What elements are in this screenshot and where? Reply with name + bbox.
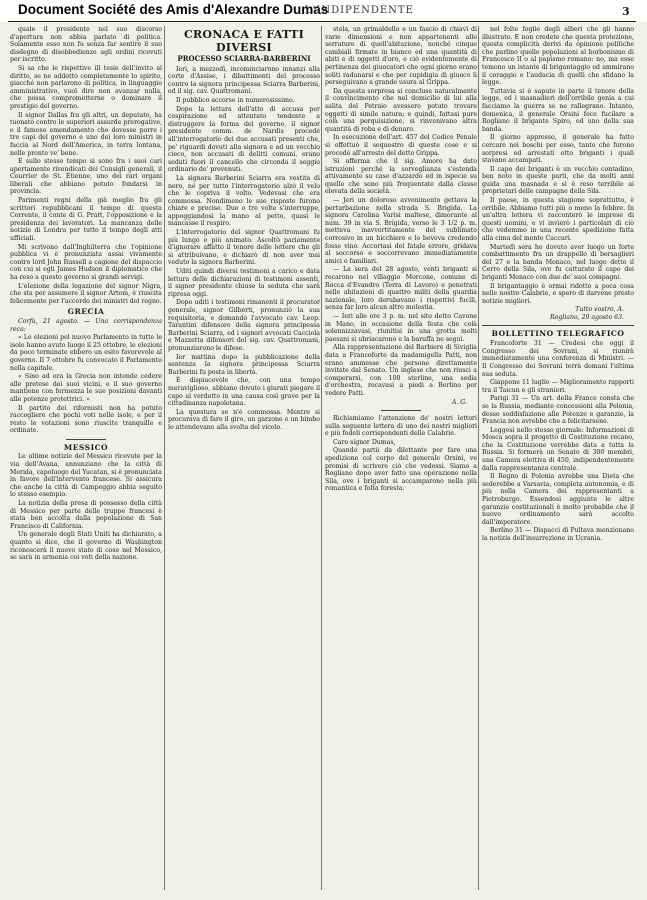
- paragraph: La signora Barberini Sciarra era vestita di nero, né per tutto l'interrogatorio alzò il velo che le copriva il volto. Vedevasi che era commossa. Nondimeno le sue risposte furono chiare e precise. Due o tre volte s'interruppe, appoggiandosi la mano al petto, quasi le mancasse il respiro.: [168, 174, 320, 228]
- paragraph: L'interrogatorio del signor Quattromani fu più lungo e più animato. Ascoltò pariamente d'ignorare affatto il tenore delle lettere che gli si attribuivano, e dichiarò di non aver mai veduto la signora Barberini.: [168, 229, 320, 267]
- paragraph: Parimenti regni della già meglio fra gli scrittori repubblicani il tempo di questa Corrente, il conte di G. Pratt, l'opposizione e la presidenza dei lavoratori. La mancanza delle notizie di Londra per tutto il tempo degli atti ufficiali.: [10, 197, 162, 243]
- paragraph: Tuttavia si è saputo in parte il tenore della legge, ed i masnadieri dell'orribile genia a cui facciamo la guerra se ne rallegrano. Intanto, domenica, il generale Orsini fece fucilare a Rogliano il brigante Spiro, ed uno della sua banda.: [482, 87, 634, 133]
- telegraph-item: Leggesi nello stesso giornale: Informazioni di Mosca sopra il progetto di Costituzione recano, che la Costituzione verrebbe data a tutta la Russia. Si formerà un Senato di 300 membri, una Camera elettiva di 450, indipendentemente dalla rappresentanza centrale.: [482, 426, 634, 472]
- column-4: [482, 26, 634, 888]
- page-number: 3: [622, 5, 630, 18]
- divider: [66, 439, 106, 440]
- column-2: [168, 26, 320, 888]
- subsection-title: PROCESSO SCIARRA-BARBERINI: [177, 54, 311, 63]
- paragraph: Un generale degli Stati Uniti ha dichiarato, a quanto si dice, che il governo di Washington riconoscerà il nuovo stato di cose nel Messico, se sarà in armonia coi voti della nazione.: [10, 531, 162, 562]
- source-label: Document Société des Amis d'Alexandre Dumas: [18, 2, 329, 17]
- paragraph: Caro signor Dumas,: [333, 438, 396, 446]
- paragraph: Dopo uditi i testimoni rimanenti il procurator generale, signor Gilberti, pronunziò la sua requisitoria, e domandò l'avvocato cav. Leop. Tarantini difensore della signora principessa Barberini Sciarra, ed i signori avvocati Cacciola e Mazzetta difensori del sig. cav. Quattromani, pronunziarono le difese.: [168, 299, 320, 352]
- paragraph: Quando partii da dilettante per fare una spedizione col corpo del generale Orsini, ve promisi di scrivere ciò che vedessi. Siamo a Rogliano dopo aver fatto una operazione nella Sila, ove i briganti si accamparono nella più romantica e folta foresta.: [325, 447, 477, 493]
- paragraph: Il brigantaggio è ormai ridotto a poca cosa nelle nostre Calabrie, e spero di darvene presto notizie migliori.: [482, 282, 634, 305]
- paragraph: — Jeri un doloroso avvenimento gettava la perturbazione nella strada S. Brigida. La signora Carolina Varisi maltese, dimorante al num. 39 in via S. Brigida, verso le 3 1/2 p. m. metteva inavvertitamente del sublimato corrosivo in un bicchiere e lo beveva credendo fosse vino. Accortasi del fatale errore, gridava al soccorso e soccorrevano immediatamente amici e familiari.: [325, 197, 477, 265]
- paragraph: stola, un grimaldello e un fascio di chiavi di varie dimensioni e non appartenenti alle serrature di quell'abitazione, nonché cinque cambiali firmate in bianco ed una quantità di abiti e di oggetti d'oro, e ciò evidentemente di pertinenza dei giuocatori che ogni giorno erano soliti radunarsi e che per cupidigia di giuoco li perseguivano a grande usura al Grippa.: [325, 26, 477, 87]
- paragraph: quale il presidente nel suo discorso d'apertura non abbia parlato di politica. Solamente esso non fu senza far sentire il suo disdegno di disobbedienze agli ordini ricevuti per iscritto.: [10, 26, 162, 64]
- paragraph: È dispiacevole che, con una tempo meraviglioso, abbiano dovuto i giurati piegare il capo al verdetto in una causa così grave per la cittadinanza napoletana.: [168, 377, 320, 408]
- paragraph: — La sera del 28 agosto, venti briganti si recarono nel villaggio Morcone, comune di Rocca d'Evandro (Terra di Lavoro) e penetrati nelle abitazioni di quattro militi della guardia nazionale, loro derubavano i rispettivi fucili, senza far loro alcun altro molestia.: [325, 266, 477, 312]
- column-3: [325, 26, 477, 888]
- paragraph: Le ultime notizie del Messico ricevute per la via dell'Avana, annunziano che la città di Merida, capoluogo del Yucatan, si è pronunciata in favore dell'intervento francese. Si assicura che anche la città di Campeggio abbia seguito lo stesso esempio.: [10, 453, 162, 499]
- paragraph: Il capo dei briganti è un vecchio contadino, ben noto in queste parti, che da molti anni guida una masnada e si è reso terribile ai proprietari delle campagne della Sila.: [482, 165, 634, 196]
- paragraph: E sullo stesso tempo si sono fra i suoi cari apertamente rivendicati dei Consigli generali, il Courrier de St. Étienne, uno dei rari organi liberali che abbiano potuto fondarsi in provincia.: [10, 158, 162, 196]
- letter-signature: A. G.: [451, 398, 467, 406]
- paragraph: In esecuzione dell'art. 457 del Codice Penale si effettuò il sequestro di queste cose e si procedé all'arresto del detto Grippa.: [325, 134, 477, 157]
- paragraph: Il paese, in questa stagione soprattutto, è orribile. Abbiamo tutti più o meno la febbre. In un'altra lettera vi racconterò le imprese di questi uomini, e vi invierò i particolari di ciò che vedemmo in una recente spedizione fatta alla cima del monte Caccuri.: [482, 197, 634, 243]
- column-divider: [164, 26, 165, 890]
- telegraph-item: Il Regno di Polonia avrebbe una Dieta che sederebbe a Varsavia, completa autonomia, e di più nella Camera dei rappresentanti a Pietroburgo. Essendosi aggiunte le altre garanzie costituzionali è molto probabile che il nuovo ordinamento sarà accolto dall'imperatore.: [482, 473, 634, 526]
- column-divider: [478, 26, 479, 890]
- header-rule: [8, 21, 636, 22]
- paragraph: Alla rappresentazione del Barbiere di Siviglia data a Francoforte da madamigella Patti, non erano ammesse che persone direttamente invitate dal Senato. Un inglese che non riusci a comperarsi, con 100 sterline, una sedia d'orchestra, recavasi a piedi a Berlino per vedere Patti.: [325, 344, 477, 397]
- letter-dateline: Rogliano, 29 agosto 63.: [549, 313, 624, 321]
- paragraph: Richiamiamo l'attenzione de' nostri lettori sulla seguente lettera di uno dei nostri migliori e più fedeli corrispondenti delle Calabrie.: [325, 415, 477, 438]
- paragraph: Il giorno appresso, il generale ha fatto cercare nei boschi per esso, tanto che furono sorpresi ed arrestati otto briganti i quali stavano accampati.: [482, 134, 634, 165]
- paragraph: Dopo la lettura dell'atto di accusa per cospirazione ed attentato tendente a distruggere la forma del governo, il signor presidente comm. de Nardis procedé all'interrogatorio dei due accusati presenti che, pe' riguardi dovuti alla signora e ad un vecchio cieco, non accusati di delitti comuni, erano seduti fuori il cancello che circonda il seggio ordinario de' prevenuti.: [168, 105, 320, 174]
- telegraph-item: Berlino 31 — Dispacci di Pultava menzionano la notizia dell'insurrezione in Ucrania.: [482, 527, 634, 542]
- paragraph: La notizia della presa di possesso della città di Messico per parte delle truppe francesi è stata ben accolta dalla popolazione di San Francisco di California.: [10, 500, 162, 530]
- telegraph-item: Parigi 31 — Un art. della France consta che se la Russia, mediante concessioni alla Polonia, desse soddisfazione alle Potenze e garanzie, la Francia non avrebbe che a felicitarsene.: [482, 395, 634, 426]
- paragraph: L'elezione della legazione del signor Nigra, che sta per assumere il signor Artom, è riuscita felicemente per l'accordo dei ministri del regno.: [10, 282, 162, 305]
- column-divider: [321, 26, 322, 890]
- paragraph: Ieri, a mezzodì, incominciarono innanzi alla corte d'Assise, i dibattimenti del processo contro la signora principessa Sciarra Barberini, ed il sig. cav. Quattromani.: [168, 65, 320, 96]
- paragraph: Il signor Dallas fra gli altri, un deputato, ha tuonato contro le superiori assurde prerogative, e il famoso emendamento che dovesse porre i tre capi del governo e uno dei loro ministri in faccia al Nord dell'America, in terra lontana, nelle pronte ve' bene.: [10, 111, 162, 157]
- paragraph: Si sa che le rispettive ill tesie dell'invito al diritto, se ne addotto completamente lo spirito, giacché non parlarono di politica, in linguaggio amministrativo, vuol dire non avanzar nulla, che possa comprometterne o dominare il prestigio del governo.: [10, 64, 162, 110]
- divider: [482, 325, 634, 326]
- paragraph: Il partito dei riformisti non ha potuto raccogliere che pochi voti nelle isole, e per il resto le votazioni sono riuscite tranquille e ordinate.: [10, 404, 162, 435]
- paragraph: « Le elezioni pel nuovo Parlamento in tutte le isole hanno avuto luogo il 25 ottobre, le elezioni da poco terminate ebbero un esito favorevole al governo. Il 7 ottobre fu convocato il Parlamento nella capitale.: [10, 334, 162, 372]
- section-title-messico: MESSICO: [63, 442, 109, 452]
- telegraph-item: Giappone 11 luglio — Miglioramento rapporti tra il Taicun e gli stranieri.: [482, 379, 634, 394]
- paragraph: Si afferma che il sig. Amore ha dato istruzioni perché la sorveglianza s'estenda attivamente su case d'azzardo ed in ispecie su quelle che sono più frequentate dalla classe elevata della società.: [325, 158, 477, 196]
- paragraph: Corfù, 21 agosto. — Una corrispondenza reca:: [10, 317, 162, 333]
- paragraph: Da questa sorpresa si concluse naturalmente il convincimento che nel domicilio di lui alla salita del Petraio avessero potuto trovare oggetti di simile natura; e quindi, fattasi pure colà una perquisizione, si rinvenivano altra quantità di roba e di denaro.: [325, 87, 477, 133]
- column-1: [10, 26, 162, 888]
- section-title-bollettino: BOLLETTINO TELEGRAFICO: [491, 328, 625, 338]
- paragraph: Uditi quindi diversi testimoni a carico e data lettura delle dichiarazioni di testimoni assenti, il signor presidente chiuse la seduta che sarà ripresa oggi.: [168, 268, 320, 298]
- paragraph: Mi scrivono dall'Inghilterra che l'opinione pubblica vi è pronunziata assai vivamente contro lord John Russell a cagione del dispaccio con cui si egli James Hudson il diplomatico che ha reso a questo governo sì grandi servigi.: [10, 243, 162, 281]
- paragraph: — Ieri alle ore 3 p. m. nel sito detto Cavone in Mano, in occasione della festa che colà solennizzavasi, riunitisi in una grotta molti paesani si ubriacarono e la baruffa ne seguì.: [325, 312, 477, 343]
- section-title-grecia: GRECIA: [67, 307, 105, 317]
- telegraph-item: Francoforte 31 — Credesi che oggi il Congresso dei Sovrani, si riunirà immediatamente una conferenza di Ministri. — Il Congresso dei Sovrani terrà domani l'ultima sua seduta.: [482, 340, 634, 378]
- paragraph: Ier mattina dopo la pubblicazione della sentenza la signora principessa Sciarra Barberini fu posta in libertà.: [168, 353, 320, 376]
- paragraph: La questura se n'è commossa. Mentre si procurava di fare il giro, un garzone e un bimbo lo attendevano alla svolta del vicolo.: [168, 408, 320, 431]
- section-title-cronaca: CRONACA E FATTI DIVERSI: [183, 28, 305, 54]
- letter-signoff: Tutto vostro, A.: [575, 306, 624, 314]
- paragraph: « Sino ad ora la Grecia non intende cedere alle pretese dei suoi vicini, e il suo governo mantiene con fermezza le sue posizioni davanti alle potenze protettrici. »: [10, 373, 162, 403]
- masthead: L'INDIPENDENTE: [305, 5, 414, 16]
- paragraph: Martedì sera ho dovuto aver luogo un forte combattimento fra un drappello di bersaglieri del 27 e la banda Monaco, nel luogo detto il Cerro della Sila, ove fu catturato il capo dei briganti Monaco con due de' suoi compagni.: [482, 243, 634, 281]
- divider: [381, 410, 421, 411]
- paragraph: Il pubblico accorse in numerosissimo.: [176, 96, 295, 104]
- paragraph: nel folte foglie degli alberi che gli hanno illustrato. E non credete che questa protezione, questa complicità derivi da opinione politiche che parlino quelle popolazioni al borbonismo di Francesco II o al papismo romano: no, ma esse temono un istante di brigantaggio ed ammirano il coraggio e l'audacia di quelli che sfidano la legge.: [482, 26, 634, 87]
